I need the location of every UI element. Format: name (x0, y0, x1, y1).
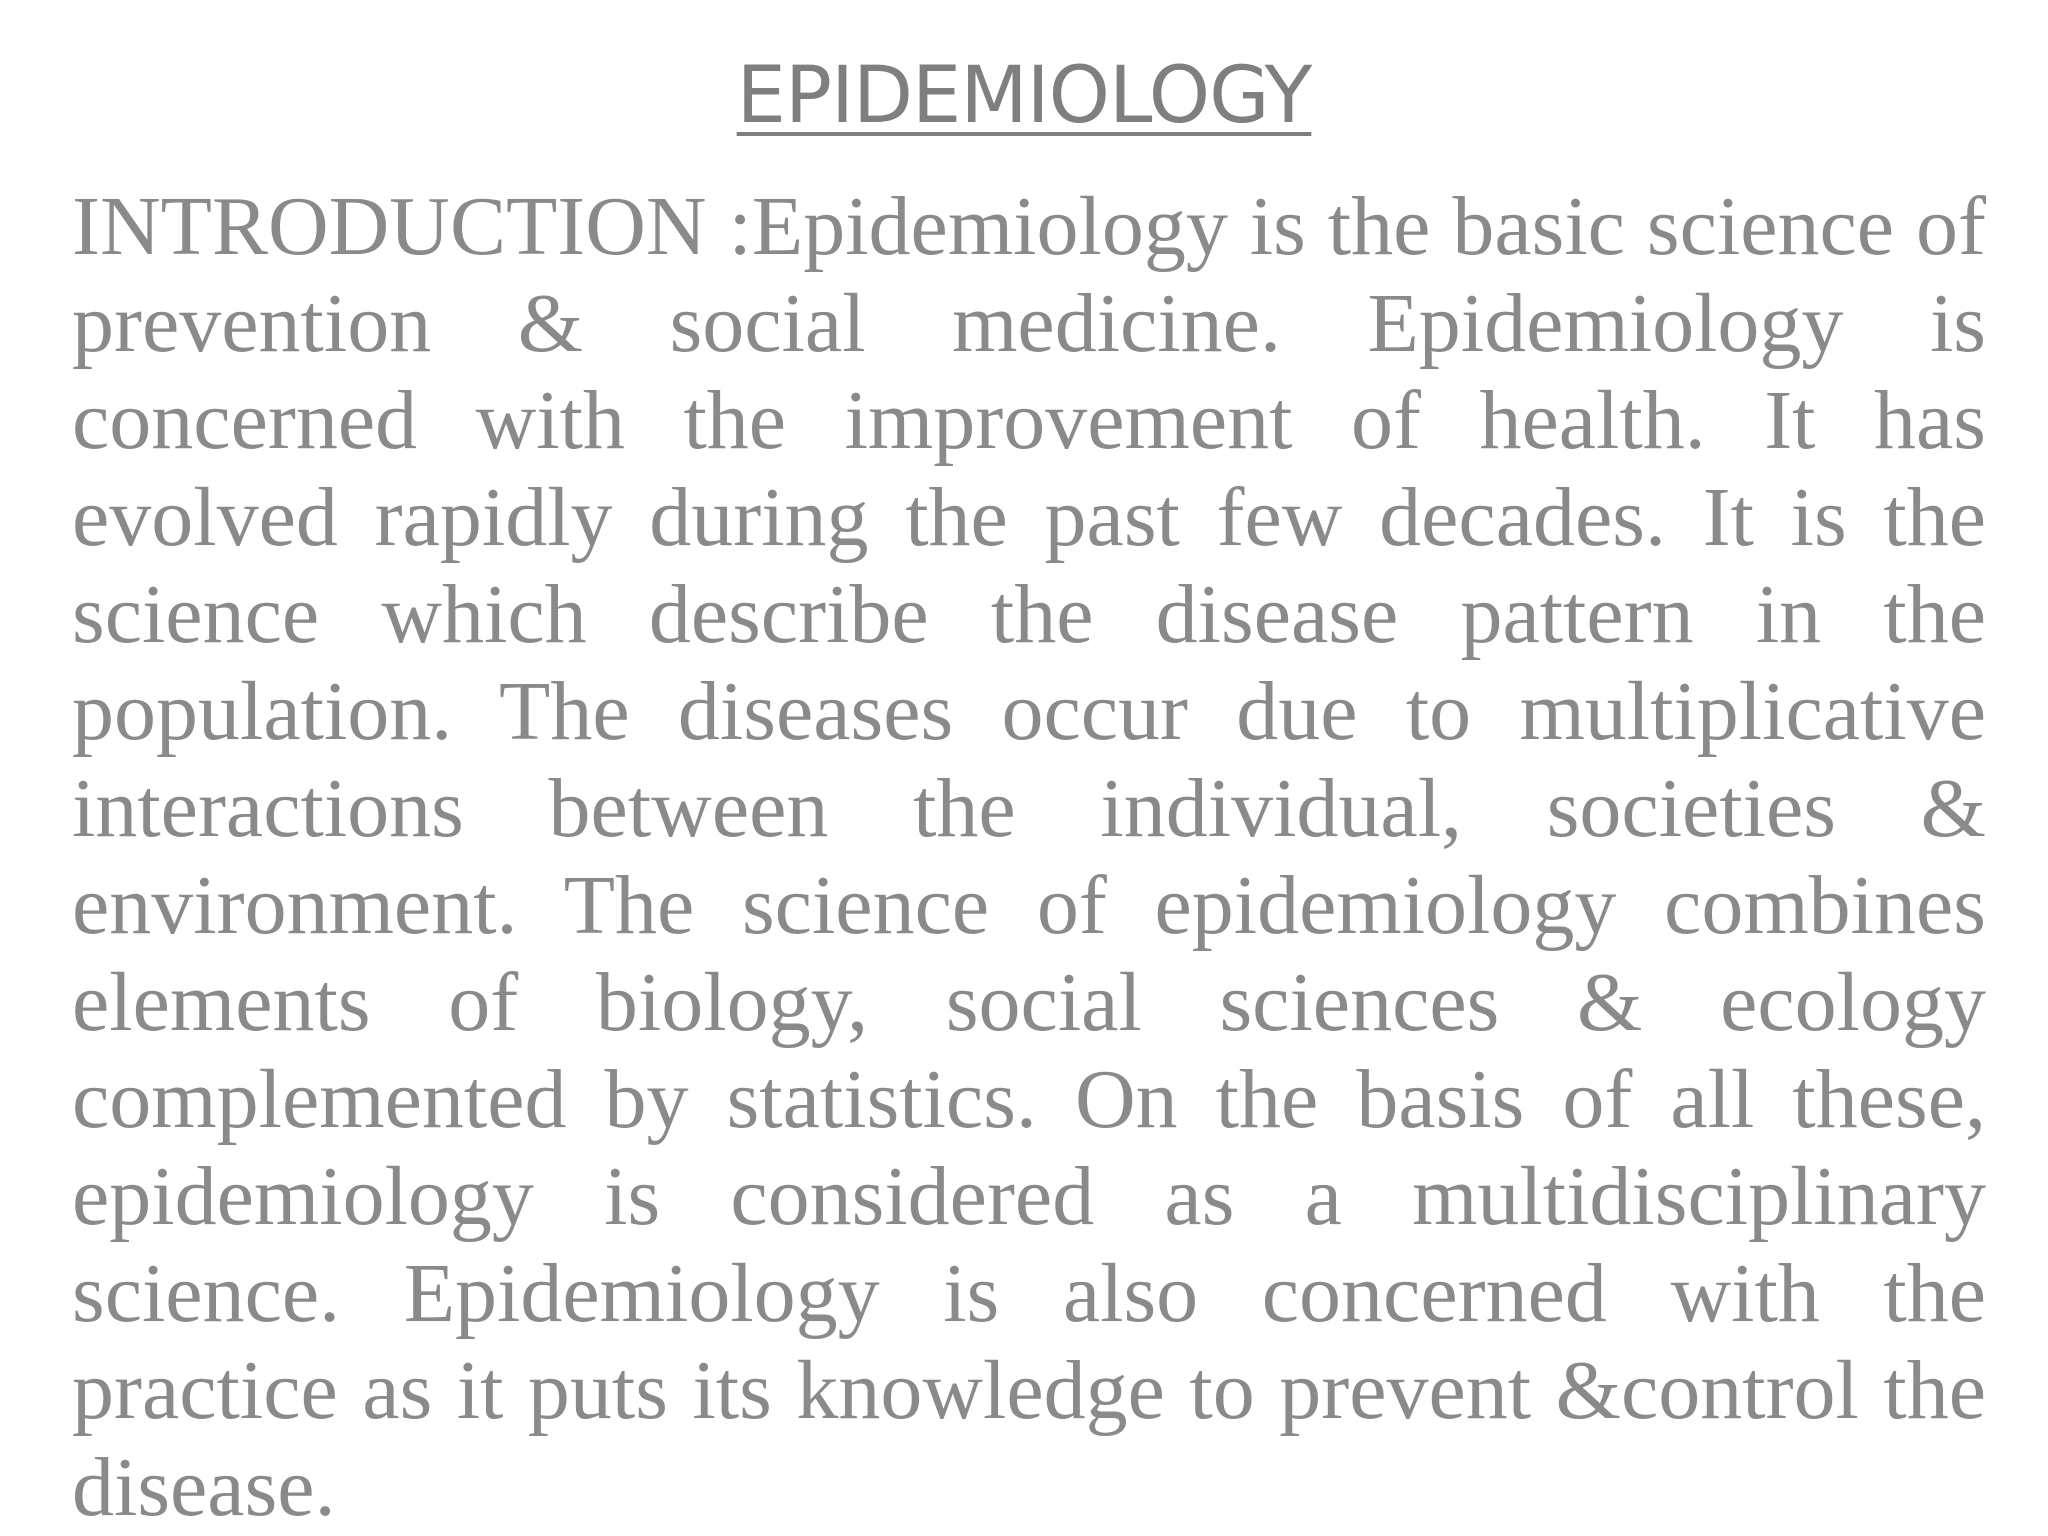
introduction-paragraph: INTRODUCTION :Epidemiology is the basic science of prevention & social medicine. Epidemiology is concerned with the improvement of health. It has evolved rapidly during the past few decades. It is the science which describe the disease pattern in the population. The diseases occur due to multiplicative interactions between the individual, societies & environment. The science of epidemiology combines elements of biology, social sciences & ecology complemented by statistics. On the basis of all these, epidemiology is considered as a multidisciplinary science. Epidemiology is also concerned with the practice as it puts its knowledge to prevent &control the disease. (72, 180, 1986, 1534)
slide-title (0, 46, 2048, 146)
slide-title-text: EPIDEMIOLOGY (736, 51, 1312, 141)
